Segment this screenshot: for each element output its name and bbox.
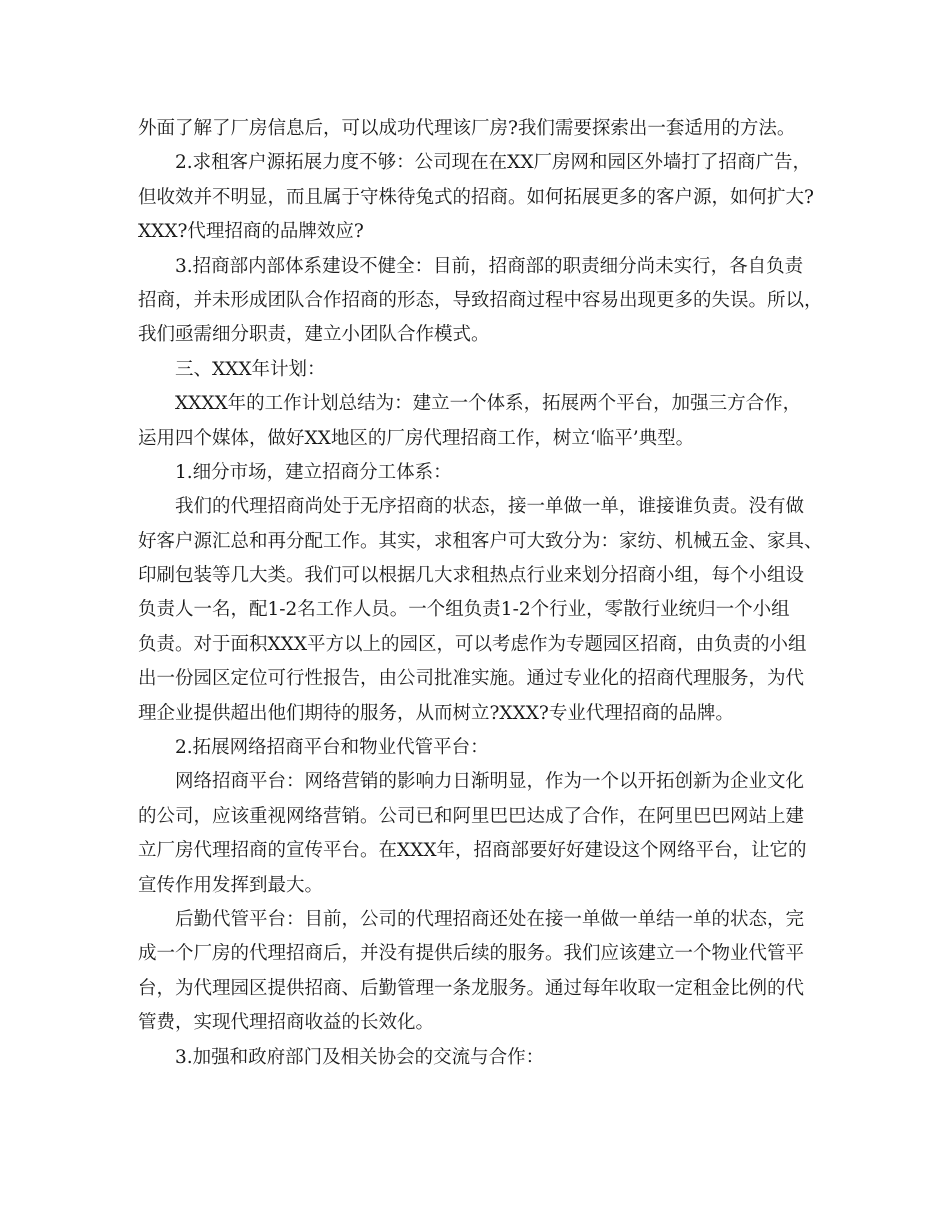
text-line: 2.求租客户源拓展力度不够：公司现在在XX厂房网和园区外墙打了招商广告， [175,152,811,174]
text-line: 我们的代理招商尚处于无序招商的状态，接一单做一单，谁接谁负责。没有做 [175,496,805,518]
text-line: 好客户源汇总和再分配工作。其实，求租客户可大致分为：家纺、机械五金、家具、 [138,530,823,552]
text-line: 我们亟需细分职责，建立小团队合作模式。 [138,324,490,346]
subsection-heading: 3.加强和政府部门及相关协会的交流与合作： [175,1046,545,1068]
subsection-heading: 1.细分市场，建立招商分工体系： [175,461,452,483]
text-line: 宣传作用发挥到最大。 [138,874,324,896]
text-line: 运用四个媒体，做好XX地区的厂房代理招商工作，树立‘临平’典型。 [138,427,695,449]
section-heading: 三、XXX年计划： [175,358,326,380]
document-body [138,112,823,1075]
subsection-heading: 2.拓展网络招商平台和物业代管平台： [175,737,489,759]
text-line: 成一个厂房的代理招商后，并没有提供后续的服务。我们应该建立一个物业代管平 [138,943,805,965]
text-line: 理企业提供超出他们期待的服务，从而树立?XXX?专业代理招商的品牌。 [138,702,734,724]
text-line: 台，为代理园区提供招商、后勤管理一条龙服务。通过每年收取一定租金比例的代 [138,977,805,999]
text-line: 负责。对于面积XXX平方以上的园区，可以考虑作为专题园区招商，由负责的小组 [138,633,807,655]
text-line: XXX?代理招商的品牌效应? [138,221,364,243]
text-line: 管费，实现代理招商收益的长效化。 [138,1012,435,1034]
text-line: 后勤代管平台：目前，公司的代理招商还处在接一单做一单结一单的状态，完 [175,908,805,930]
text-line: 但收效并不明显，而且属于守株待兔式的招商。如何拓展更多的客户源，如何扩大? [138,186,814,208]
text-line: 出一份园区定位可行性报告，由公司批准实施。通过专业化的招商代理服务，为代 [138,668,805,690]
text-line: 立厂房代理招商的宣传平台。在XXX年，招商部要好好建设这个网络平台，让它的 [138,840,807,862]
text-line: 网络招商平台：网络营销的影响力日渐明显，作为一个以开拓创新为企业文化 [175,771,805,793]
text-line: 印刷包装等几大类。我们可以根据几大求租热点行业来划分招商小组，每个小组设 [138,565,805,587]
text-line: 3.招商部内部体系建设不健全：目前，招商部的职责细分尚未实行，各自负责 [175,255,804,277]
text-line: XXXX年的工作计划总结为：建立一个体系，拓展两个平台，加强三方合作， [175,393,802,415]
text-line: 外面了解了厂房信息后，可以成功代理该厂房?我们需要探索出一套适用的方法。 [138,118,796,139]
text-line: 负责人一名，配1-2名工作人员。一个组负责1-2个行业，零散行业统归一个小组 [138,599,790,621]
text-line: 的公司，应该重视网络营销。公司已和阿里巴巴达成了合作，在阿里巴巴网站上建 [138,805,805,827]
text-line: 招商，并未形成团队合作招商的形态，导致招商过程中容易出现更多的失误。所以， [138,289,823,311]
